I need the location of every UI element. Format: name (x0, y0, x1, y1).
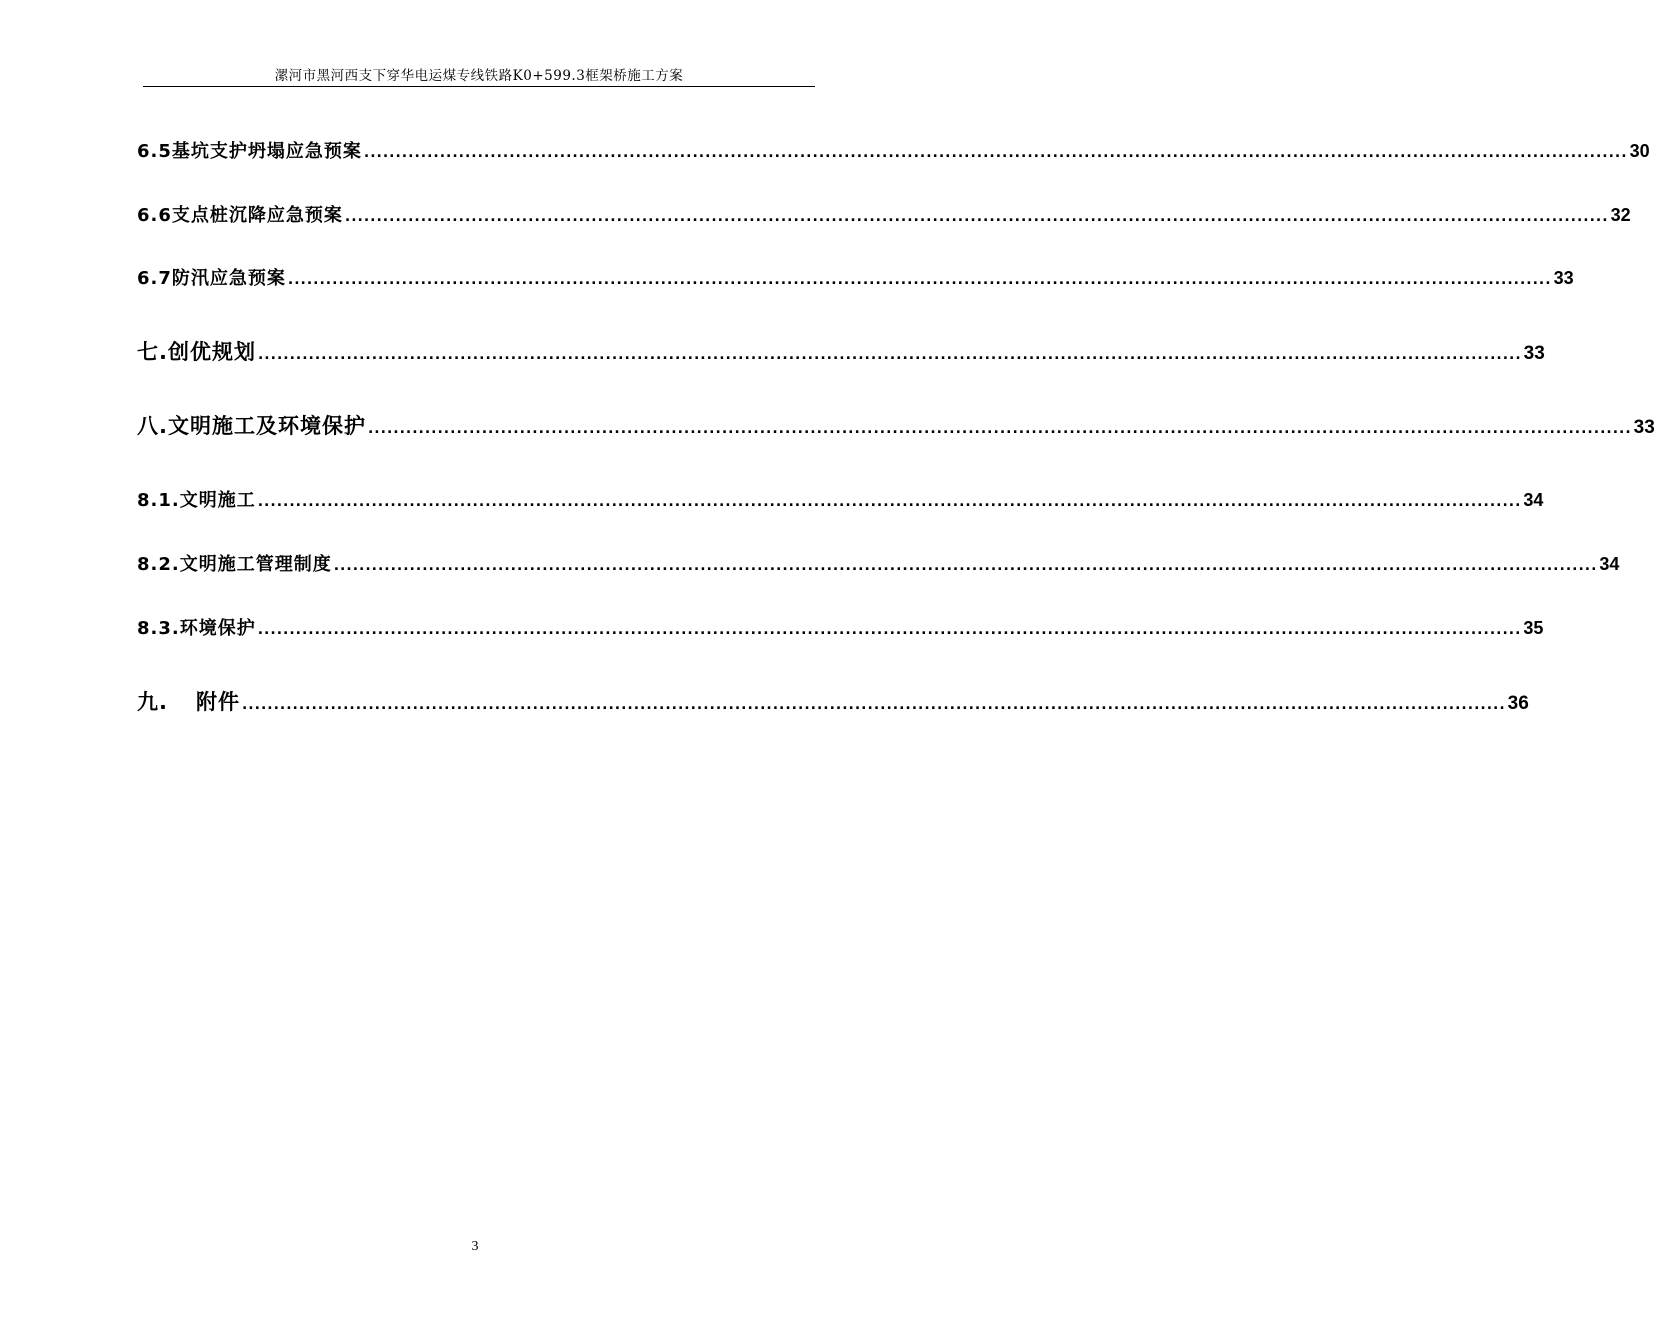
toc-entry-label: 8.3.环境保护 (137, 618, 256, 639)
toc-leader-dots: ........................................................................................................................................................................................................ (363, 145, 1628, 161)
toc-entry-number: 九. (137, 690, 168, 714)
toc-leader-dots: ........................................................................................................................................................................................................ (333, 558, 1598, 574)
toc-entry-label: 八.文明施工及环境保护 (137, 414, 366, 438)
toc-entry[interactable] (137, 201, 1631, 227)
toc-entry-page: 33 (1633, 417, 1655, 438)
toc-entry[interactable] (137, 264, 1574, 290)
toc-entry[interactable] (137, 410, 1655, 440)
toc-entry[interactable] (137, 486, 1544, 512)
toc-entry[interactable] (137, 550, 1620, 576)
toc-entry[interactable] (137, 686, 1529, 716)
header-rule (143, 86, 815, 87)
toc-entry-text: 附件 (195, 690, 240, 714)
toc-entry[interactable] (137, 137, 1650, 163)
toc-entry[interactable] (137, 336, 1545, 366)
toc-entry[interactable] (137, 614, 1544, 640)
toc-entry-page: 30 (1629, 141, 1650, 161)
toc-entry-label: 8.2.文明施工管理制度 (137, 554, 332, 575)
toc-leader-dots: ........................................................................................................................................................................................................ (344, 209, 1609, 225)
toc-entry-label (137, 686, 240, 716)
page-number: 3 (471, 1239, 479, 1254)
toc-entry-label: 6.7防汛应急预案 (137, 268, 286, 289)
toc-leader-dots: ........................................................................................................................................................................................................ (257, 494, 1522, 510)
toc-entry-page: 36 (1507, 693, 1529, 714)
toc-entry-page: 33 (1553, 268, 1574, 288)
toc-entry-label: 七.创优规划 (137, 340, 256, 364)
toc-leader-dots: ........................................................................................................................................................................................................ (257, 347, 1522, 363)
toc-leader-dots: ........................................................................................................................................................................................................ (287, 272, 1552, 288)
toc-leader-dots: ........................................................................................................................................................................................................ (367, 421, 1632, 437)
toc-entry-page: 34 (1599, 554, 1620, 574)
toc-entry-label: 8.1.文明施工 (137, 490, 256, 511)
toc-entry-page: 35 (1523, 618, 1544, 638)
toc-entry-page: 32 (1610, 205, 1631, 225)
page-header: 漯河市黑河西支下穿华电运煤专线铁路K0+599.3框架桥施工方案 (274, 68, 684, 84)
toc-entry-label: 6.6支点桩沉降应急预案 (137, 205, 343, 226)
toc-entry-label: 6.5基坑支护坍塌应急预案 (137, 141, 362, 162)
toc-leader-dots: ........................................................................................................................................................................................................ (257, 622, 1522, 638)
toc-entry-page: 33 (1523, 343, 1545, 364)
toc-entry-page: 34 (1523, 490, 1544, 510)
toc-leader-dots: ........................................................................................................................................................................................................ (241, 697, 1506, 713)
